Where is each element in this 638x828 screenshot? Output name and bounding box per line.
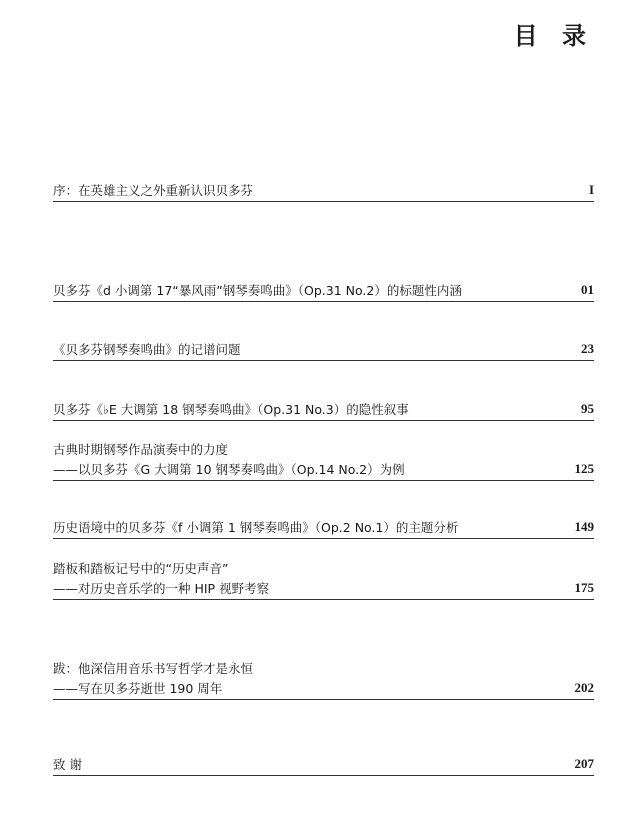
entry-title: 贝多芬《♭E 大调第 18 钢琴奏鸣曲》（Op.31 No.3）的隐性叙事 (53, 402, 409, 417)
toc-entry-1[interactable] (53, 281, 594, 302)
entry-page-number: 23 (581, 341, 594, 356)
entry-title: 历史语境中的贝多芬《f 小调第 1 钢琴奏鸣曲》（Op.2 No.1）的主题分析 (53, 520, 459, 535)
toc-entry-6[interactable] (53, 559, 594, 600)
toc-entry-epilogue[interactable] (53, 659, 594, 700)
entry-page-number: 95 (581, 401, 594, 416)
entry-title: 踏板和踏板记号中的“历史声音” (53, 561, 229, 576)
entry-title: 《贝多芬钢琴奏鸣曲》的记谱问题 (53, 342, 241, 357)
toc-entry-acknowledgements[interactable] (53, 755, 594, 776)
page-title: 目 录 (513, 21, 594, 50)
entry-page-number: 202 (574, 680, 594, 695)
entry-title: 致 谢 (53, 757, 82, 772)
entry-title: 贝多芬《d 小调第 17“暴风雨”钢琴奏鸣曲》（Op.31 No.2）的标题性内涵 (53, 283, 462, 298)
entry-page-number: 149 (574, 519, 594, 534)
entry-title: 古典时期钢琴作品演奏中的力度 (53, 442, 229, 457)
entry-page-number: I (588, 182, 594, 197)
toc-entry-2[interactable] (53, 340, 594, 361)
entry-subtitle: ——写在贝多芬逝世 190 周年 (53, 681, 223, 696)
toc-entry-5[interactable] (53, 518, 594, 539)
entry-page-number: 01 (581, 282, 594, 297)
entry-subtitle: ——对历史音乐学的一种 HIP 视野考察 (53, 581, 270, 596)
toc-entry-3[interactable] (53, 400, 594, 421)
entry-subtitle: ——以贝多芬《G 大调第 10 钢琴奏鸣曲》（Op.14 No.2）为例 (53, 462, 405, 477)
entry-page-number: 207 (574, 756, 594, 771)
entry-page-number: 125 (574, 461, 594, 476)
toc-entry-preface[interactable] (53, 181, 594, 202)
toc-entry-4[interactable] (53, 440, 594, 481)
entry-title: 序：在英雄主义之外重新认识贝多芬 (53, 183, 254, 198)
entry-title: 跋：他深信用音乐书写哲学才是永恒 (53, 661, 254, 676)
entry-page-number: 175 (574, 580, 594, 595)
